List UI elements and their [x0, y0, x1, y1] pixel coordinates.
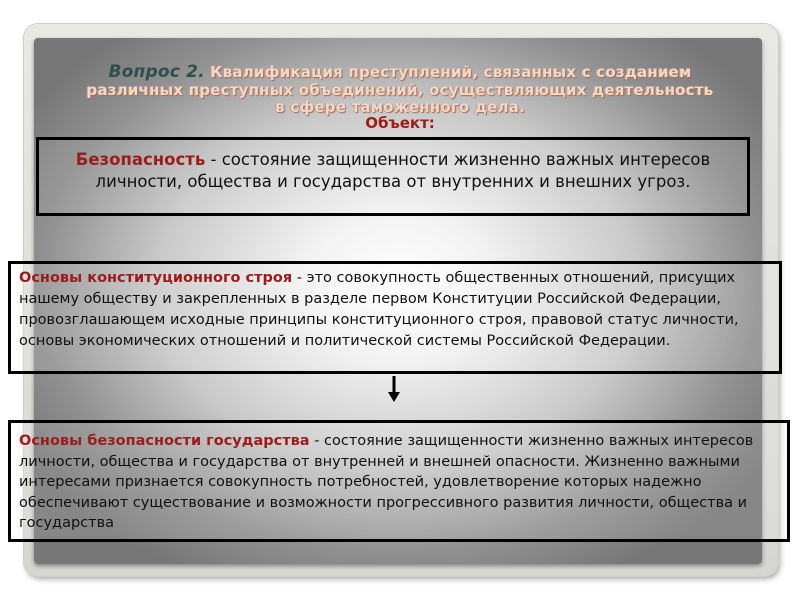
question-label: Вопрос 2. — [108, 62, 205, 82]
state-security-term: Основы безопасности государства — [19, 433, 310, 449]
constitution-definition: - это совокупность общественных отношений, присущих нашему обществу и закрепленных в разделе первом Конституции Российской Федерации, провозглашающем исходные принципы конституционного строя, правовой статус личности, основы экономических отношений и политической системы Российской Федерации. — [19, 270, 739, 349]
state-security-definition-box — [8, 420, 790, 542]
object-label: Объект: — [365, 114, 435, 132]
arrow-down-icon — [386, 376, 402, 402]
constitution-definition-box — [8, 261, 782, 374]
constitution-term: Основы конституционного строя — [19, 270, 293, 286]
security-definition: - состояние защищенности жизненно важных интересов личности, общества и государства от внутренних и внешних угроз. — [95, 150, 711, 191]
heading-line-1 — [0, 64, 800, 81]
security-definition-box — [36, 137, 750, 216]
state-security-definition: - состояние защищенности жизненно важных интересов личности, общества и государства от внутренней и внешней опасности. Жизненно важными интересами признается совокупность потребностей, удовлетворение которых надежно обеспечивают существование и возможности прогрессивного развития личности, общества и государства — [19, 433, 754, 531]
heading-line-1-text: Квалификация преступлений, связанных с созданием — [210, 63, 692, 81]
security-term: Безопасность — [75, 150, 206, 169]
heading-line-2: различных преступных объединений, осуществляющих деятельность — [86, 81, 714, 99]
heading-line-3: в сфере таможенного дела. — [275, 98, 525, 116]
